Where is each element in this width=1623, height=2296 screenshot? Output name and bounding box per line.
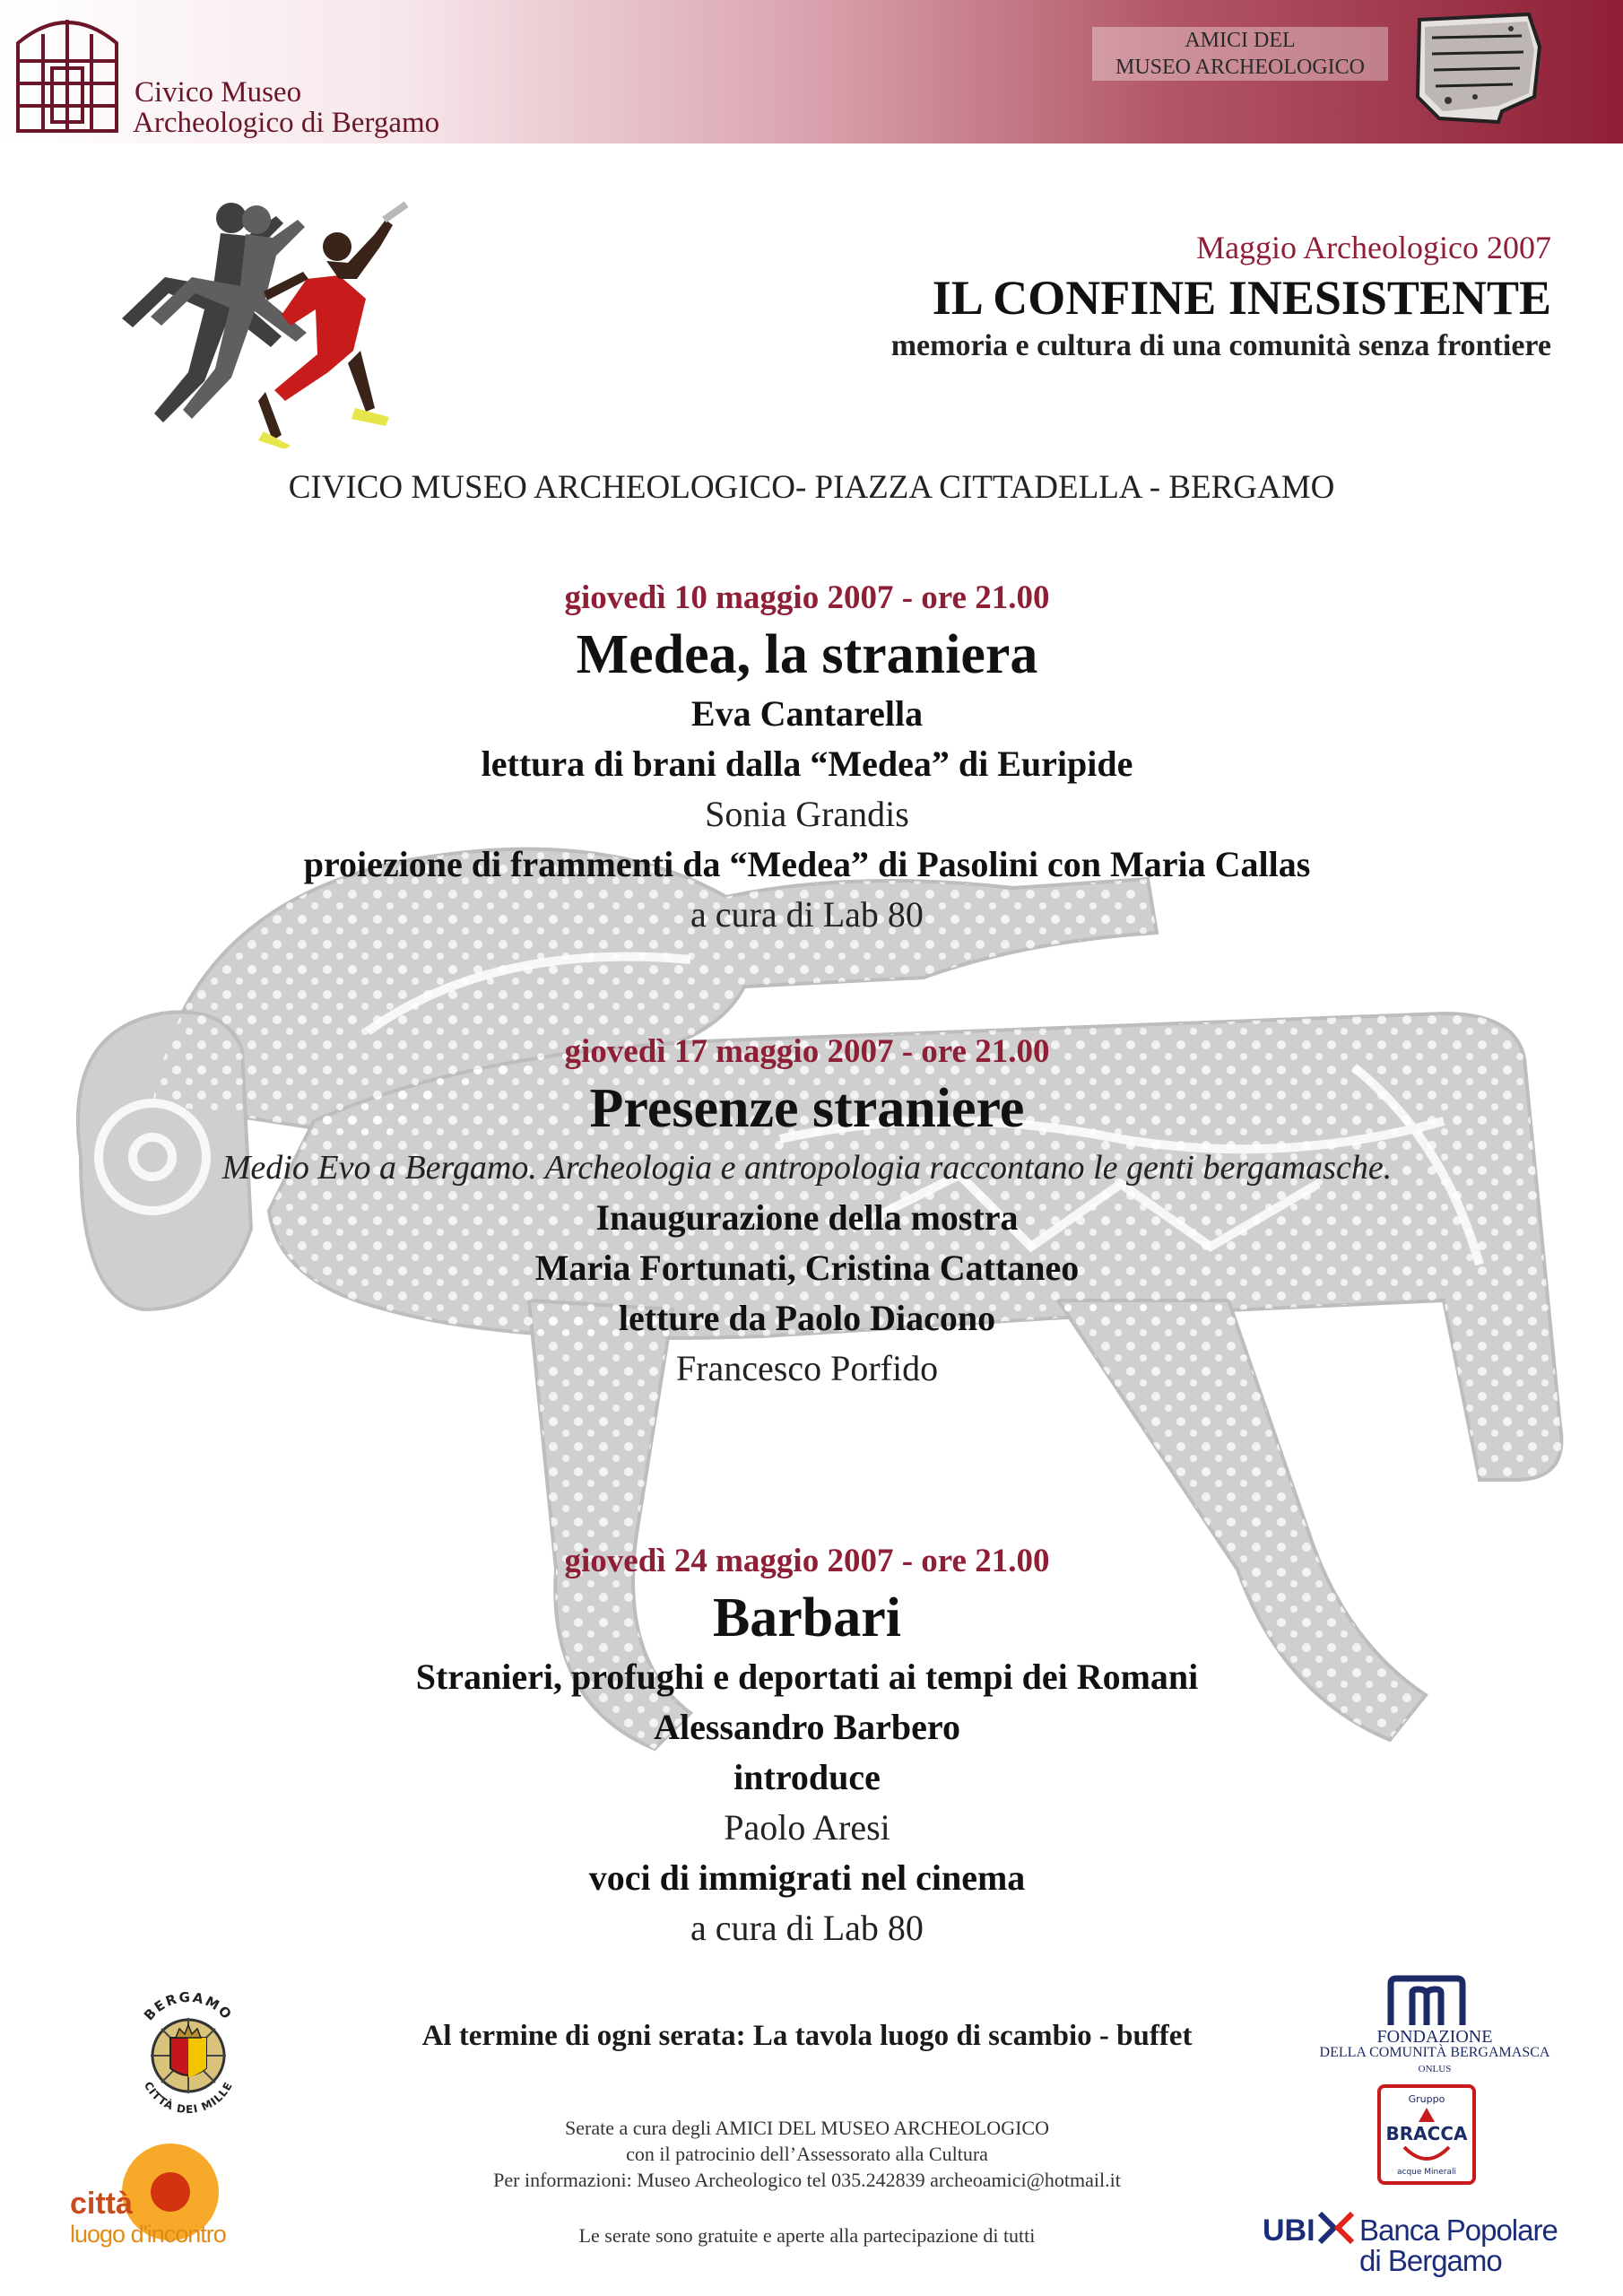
event-line: voci di immigrati nel cinema [588, 1857, 1026, 1898]
event-line: a cura di Lab 80 [690, 1908, 924, 1948]
museum-name [133, 77, 439, 138]
credits-line: con il patrocinio dell’Assessorato alla Cultura [626, 2143, 988, 2165]
venue: CIVICO MUSEO ARCHEOLOGICO- PIAZZA CITTADELLA - BERGAMO [288, 469, 1335, 506]
event-line: lettura di brani dalla “Medea” di Euripide [481, 744, 1133, 784]
event-line: proiezione di frammenti da “Medea” di Pasolini con Maria Callas [303, 844, 1311, 884]
ubi-word: UBI [1263, 2213, 1315, 2248]
crest-bottom-text: CITTÀ DEI MILLE [141, 2079, 236, 2117]
credits-line: Serate a cura degli AMICI DEL MUSEO ARCHEOLOGICO [565, 2117, 1049, 2139]
event-title: Presenze straniere [589, 1078, 1025, 1139]
event-line: Inaugurazione della mostra [595, 1197, 1019, 1238]
event-2 [0, 1030, 1614, 1394]
season-title: Maggio Archeologico 2007 [1196, 230, 1551, 265]
ubi-logo [1263, 2206, 1567, 2278]
event-line: Eva Cantarella [690, 693, 924, 734]
event-line: Francesco Porfido [675, 1348, 939, 1388]
museum-name-line2b: di Bergamo [300, 107, 440, 139]
citta-logo-word: città [70, 2187, 133, 2221]
event-line: Stranieri, profughi e deportati ai tempi dei Romani [415, 1657, 1199, 1697]
event-line: introduce [733, 1757, 881, 1797]
event-1 [0, 576, 1614, 940]
event-line: Maria Fortunati, Cristina Cattaneo [534, 1248, 1080, 1288]
credits-line: Per informazioni: Museo Archeologico tel 035.242839 archeoamici@hotmail.it [493, 2169, 1121, 2191]
bracca-top-text: Gruppo [1408, 2093, 1445, 2105]
fondazione-logo-icon [1385, 1973, 1468, 2027]
title-block [655, 226, 1551, 366]
citta-logo-sub: luogo d'incontro [70, 2221, 226, 2248]
fondazione-text [1318, 2029, 1551, 2077]
ubi-chevron-icon [1318, 2212, 1354, 2244]
bracca-logo [1359, 2083, 1494, 2187]
page-title: IL CONFINE INESISTENTE [932, 271, 1551, 325]
event-line: Medio Evo a Bergamo. Archeologia e antropologia raccontano le genti bergamasche. [221, 1149, 1393, 1187]
bracca-sub: acque Minerali [1396, 2168, 1457, 2177]
museum-logo-icon [13, 7, 122, 135]
fondazione-line2: DELLA COMUNITÀ BERGAMASCA [1319, 2045, 1550, 2060]
buffet-note: Al termine di ogni serata: La tavola luogo di scambio - buffet [421, 2020, 1193, 2052]
event-line: Alessandro Barbero [654, 1707, 960, 1747]
bergamo-crest-logo [126, 1982, 251, 2126]
event-line: a cura di Lab 80 [690, 894, 924, 935]
inscription-stone-icon [1412, 11, 1545, 126]
event-date: giovedì 24 maggio 2007 - ore 21.00 [564, 1543, 1050, 1579]
free-entry-note: Le serate sono gratuite e aperte alla partecipazione di tutti [578, 2224, 1036, 2247]
fondazione-line3: ONLUS [1418, 2064, 1452, 2074]
bracca-name: BRACCA [1385, 2123, 1468, 2144]
amici-line1: AMICI DEL [1185, 29, 1296, 52]
crest-top-text: BERGAMO [141, 1988, 236, 2024]
amici-logo [1092, 27, 1388, 81]
event-line: Sonia Grandis [705, 794, 909, 834]
event-line: Paolo Aresi [724, 1807, 890, 1848]
ubi-bank-line2: di Bergamo [1359, 2244, 1502, 2277]
event-title: Medea, la straniera [576, 624, 1038, 685]
amici-line2: MUSEO ARCHEOLOGICO [1115, 56, 1365, 79]
event-date: giovedì 17 maggio 2007 - ore 21.00 [564, 1033, 1050, 1070]
event-title: Barbari [712, 1587, 902, 1648]
ubi-bank-line1: Banca Popolare [1359, 2213, 1558, 2247]
runners-illustration [106, 193, 447, 448]
header-band [0, 0, 1623, 144]
event-line: letture da Paolo Diacono [618, 1298, 996, 1338]
event-date: giovedì 10 maggio 2007 - ore 21.00 [564, 579, 1050, 616]
event-3 [0, 1539, 1614, 1953]
museum-name-line2a: Archeologico [133, 107, 294, 139]
fondazione-line1: FONDAZIONE [1376, 2027, 1493, 2047]
page-subtitle: memoria e cultura di una comunità senza frontiere [890, 329, 1551, 362]
museum-name-line1: Civico Museo [135, 76, 302, 109]
